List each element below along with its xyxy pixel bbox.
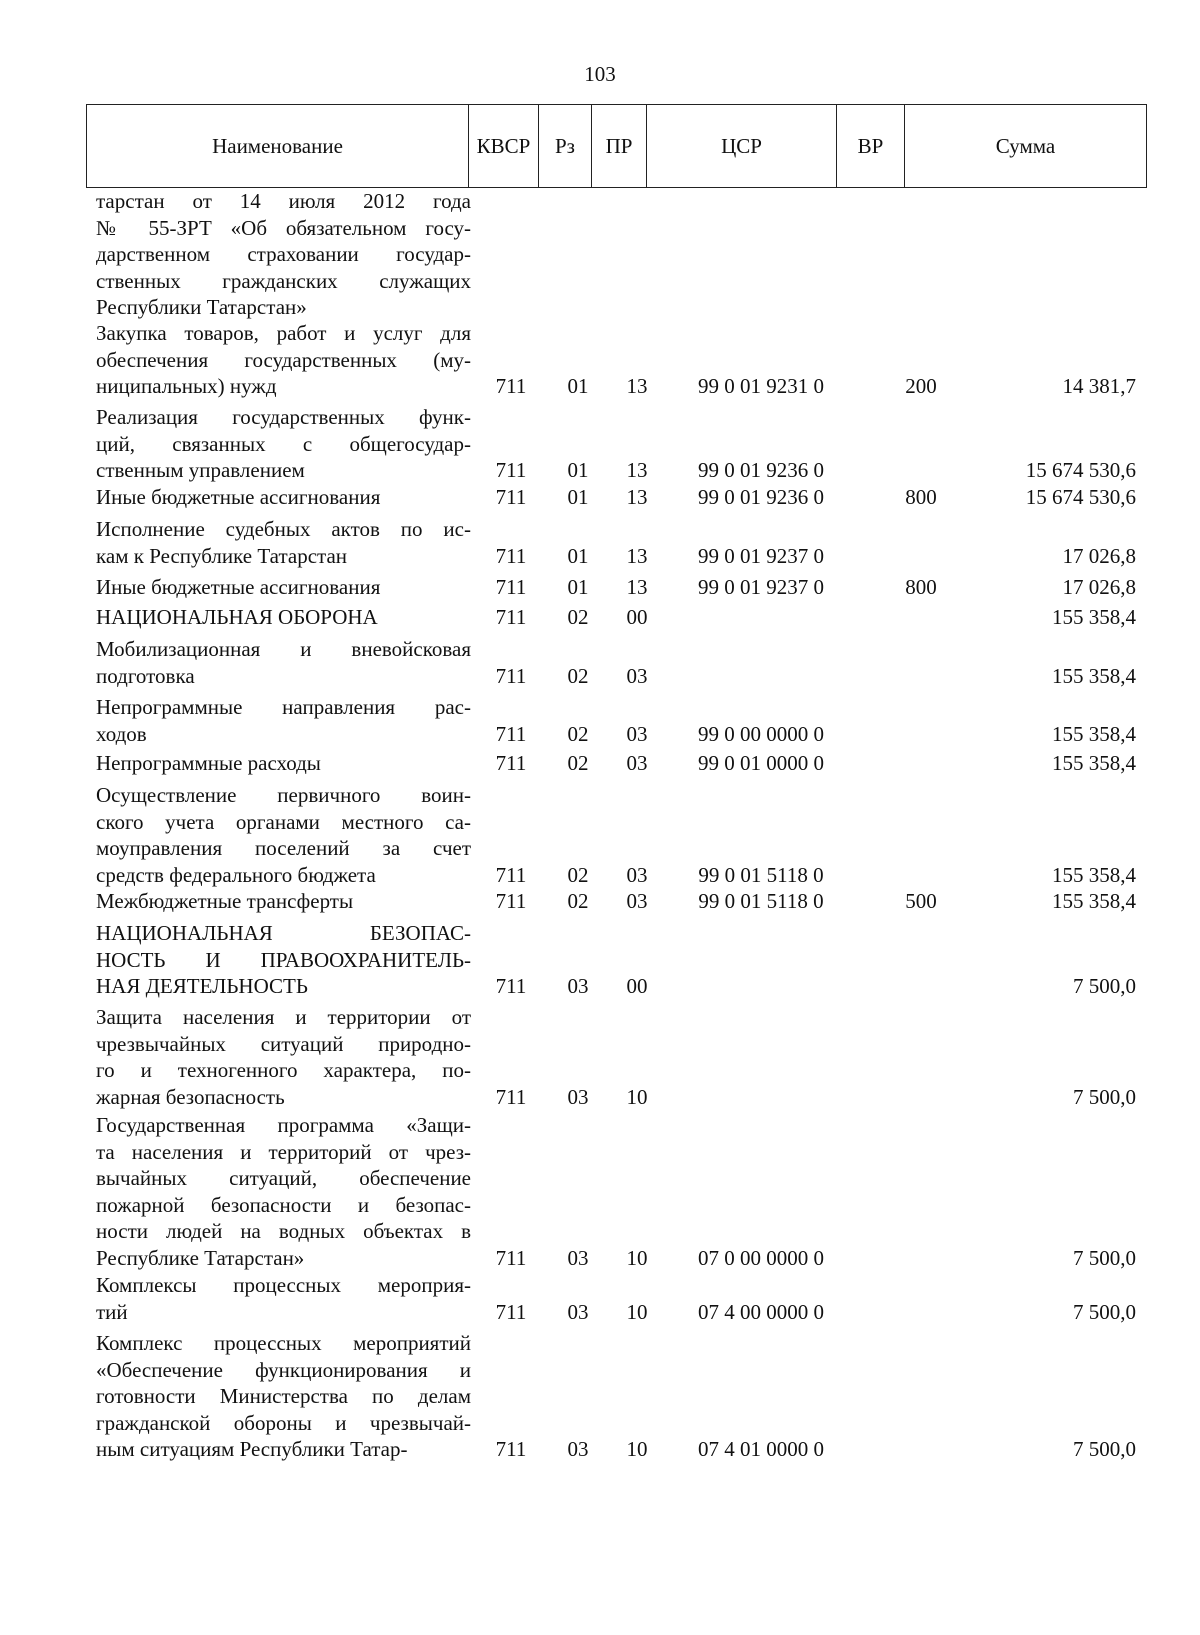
header-rz: Рз (539, 105, 592, 188)
row-name-line: Иные бюджетные ассигнования (96, 575, 381, 599)
row-pr: 13 (626, 458, 648, 482)
row-name-line: Республики Татарстан» (96, 295, 307, 319)
row-rz: 03 (567, 974, 589, 998)
row-name (96, 516, 471, 569)
row-kvsr: 711 (495, 1245, 527, 1270)
row-kvsr: 711 (495, 889, 527, 913)
row-rz: 02 (567, 663, 589, 688)
row-name-line: НАЯ ДЕЯТЕЛЬНОСТЬ (96, 974, 308, 998)
row-pr: 03 (626, 663, 648, 688)
row-name (96, 484, 471, 511)
table-row (86, 320, 1146, 400)
row-rz: 02 (567, 721, 589, 746)
row-name-line: Закупка товаров, работ и услуг для (96, 321, 471, 345)
row-name-line: «Обеспечение функционирования и (96, 1357, 471, 1382)
row-name-line: НАЦИОНАЛЬНАЯ ОБОРОНА (96, 605, 378, 629)
row-rz: 02 (567, 862, 589, 887)
row-name-line: Межбюджетные трансферты (96, 889, 354, 913)
row-sum: 7 500,0 (1073, 1299, 1136, 1324)
row-name (96, 574, 471, 601)
row-name (96, 636, 471, 689)
row-name-line: вычайных ситуаций, обеспечение (96, 1166, 471, 1190)
table-row (86, 516, 1146, 569)
row-name (96, 750, 471, 777)
row-kvsr: 711 (495, 721, 527, 746)
row-csr: 99 0 01 9237 0 (698, 575, 824, 599)
row-csr: 07 4 00 0000 0 (698, 1299, 824, 1324)
row-rz: 01 (567, 485, 589, 509)
row-sum: 7 500,0 (1073, 1245, 1136, 1270)
row-name-line: ности людей на водных объектах в (96, 1219, 471, 1243)
row-pr: 10 (626, 1437, 648, 1461)
row-name-line: Осуществление первичного воин- (96, 783, 471, 807)
row-kvsr: 711 (495, 458, 527, 482)
row-name-line: моуправления поселений за счет (96, 836, 471, 860)
row-pr: 13 (626, 543, 648, 568)
table-row (86, 1004, 1146, 1110)
row-pr: 13 (626, 374, 648, 398)
row-name (96, 188, 471, 321)
row-name-line: ходов (96, 721, 147, 746)
table-row (86, 604, 1146, 631)
row-name-line: подготовка (96, 663, 195, 688)
row-name (96, 404, 471, 484)
row-sum: 155 358,4 (1052, 721, 1136, 746)
row-csr: 99 0 01 0000 0 (698, 751, 824, 775)
row-name-line: обеспечения государственных (му- (96, 347, 471, 372)
row-pr: 13 (626, 485, 648, 509)
row-rz: 01 (567, 374, 589, 398)
table-row (86, 484, 1146, 511)
row-pr: 03 (626, 721, 648, 746)
row-csr: 99 0 00 0000 0 (698, 721, 824, 746)
header-pr: ПР (592, 105, 647, 188)
row-vr: 200 (905, 374, 937, 398)
page-number: 103 (584, 62, 616, 86)
row-pr: 13 (626, 575, 648, 599)
row-kvsr: 711 (495, 751, 527, 775)
row-name-line: чрезвычайных ситуаций природно- (96, 1031, 471, 1056)
row-name (96, 694, 471, 747)
row-name-line: пожарной безопасности и безопас- (96, 1192, 471, 1217)
row-sum: 7 500,0 (1073, 974, 1136, 998)
row-sum: 15 674 530,6 (1025, 485, 1136, 509)
row-rz: 01 (567, 458, 589, 482)
row-kvsr: 711 (495, 974, 527, 998)
row-kvsr: 711 (495, 1437, 527, 1461)
row-sum: 7 500,0 (1073, 1437, 1136, 1461)
row-pr: 10 (626, 1245, 648, 1270)
row-kvsr: 711 (495, 575, 527, 599)
row-name-line: ского учета органами местного са- (96, 809, 471, 834)
row-name-line: тарстан от 14 июля 2012 года (96, 189, 471, 213)
row-pr: 00 (626, 605, 648, 629)
row-kvsr: 711 (495, 374, 527, 398)
row-name-line: тий (96, 1299, 128, 1324)
row-sum: 17 026,8 (1062, 575, 1136, 599)
row-sum: 155 358,4 (1052, 663, 1136, 688)
row-csr: 07 0 00 0000 0 (698, 1245, 824, 1270)
row-name-line: НАЦИОНАЛЬНАЯ БЕЗОПАС- (96, 921, 471, 945)
row-rz: 02 (567, 889, 589, 913)
row-name-line: Защита населения и территории от (96, 1005, 471, 1029)
row-name-line: НОСТЬ И ПРАВООХРАНИТЕЛЬ- (96, 947, 471, 972)
row-kvsr: 711 (495, 485, 527, 509)
row-rz: 03 (567, 1437, 589, 1461)
row-vr: 800 (905, 485, 937, 509)
table-row (86, 1272, 1146, 1325)
row-name-line: ций, связанных с общегосудар- (96, 431, 471, 456)
row-sum: 14 381,7 (1062, 374, 1136, 398)
row-vr: 800 (905, 575, 937, 599)
row-name-line: дарственном страховании государ- (96, 242, 471, 266)
row-rz: 03 (567, 1299, 589, 1324)
row-pr: 10 (626, 1084, 648, 1109)
row-rz: 01 (567, 575, 589, 599)
header-sum: Сумма (905, 105, 1147, 188)
row-rz: 02 (567, 605, 589, 629)
row-name (96, 782, 471, 888)
row-name (96, 1272, 471, 1325)
header-vr: ВР (837, 105, 905, 188)
table-row (86, 920, 1146, 1000)
row-name (96, 1004, 471, 1110)
row-name-line: Непрограммные расходы (96, 751, 321, 775)
row-name-line: Реализация государственных функ- (96, 405, 471, 429)
row-sum: 15 674 530,6 (1025, 458, 1136, 482)
row-rz: 03 (567, 1245, 589, 1270)
row-name-line: Комплексы процессных мероприя- (96, 1273, 471, 1297)
row-rz: 01 (567, 543, 589, 568)
row-pr: 10 (626, 1299, 648, 1324)
row-name-line: № 55-ЗРТ «Об обязательном госу- (96, 215, 471, 240)
row-name (96, 1330, 471, 1463)
row-pr: 00 (626, 974, 648, 998)
row-kvsr: 711 (495, 605, 527, 629)
row-sum: 155 358,4 (1052, 862, 1136, 887)
table-header (86, 104, 1147, 188)
row-sum: 7 500,0 (1073, 1084, 1136, 1109)
table-row (86, 1112, 1146, 1271)
table-row (86, 404, 1146, 484)
row-sum: 155 358,4 (1052, 751, 1136, 775)
row-rz: 03 (567, 1084, 589, 1109)
row-sum: 155 358,4 (1052, 605, 1136, 629)
row-kvsr: 711 (495, 862, 527, 887)
row-kvsr: 711 (495, 663, 527, 688)
row-csr: 99 0 01 5118 0 (698, 862, 824, 887)
row-pr: 03 (626, 889, 648, 913)
header-name: Наименование (87, 105, 469, 188)
table-row (86, 694, 1146, 747)
row-pr: 03 (626, 751, 648, 775)
row-name (96, 888, 471, 915)
row-kvsr: 711 (495, 1299, 527, 1324)
row-sum: 155 358,4 (1052, 889, 1136, 913)
row-name-line: Исполнение судебных актов по ис- (96, 517, 471, 541)
table-row (86, 750, 1146, 777)
row-csr: 99 0 01 9236 0 (698, 458, 824, 482)
row-name-line: Непрограммные направления рас- (96, 695, 471, 719)
row-name-line: кам к Республике Татарстан (96, 543, 348, 568)
row-pr: 03 (626, 862, 648, 887)
row-name-line: ственных гражданских служащих (96, 268, 471, 293)
row-name-line: та населения и территорий от чрез- (96, 1139, 471, 1164)
table-row (86, 636, 1146, 689)
row-csr: 99 0 01 9236 0 (698, 485, 824, 509)
table-row (86, 574, 1146, 601)
row-name-line: ственным управлением (96, 458, 305, 482)
row-name-line: ниципальных) нужд (96, 374, 277, 398)
row-sum: 17 026,8 (1062, 543, 1136, 568)
row-csr: 99 0 01 9237 0 (698, 543, 824, 568)
row-kvsr: 711 (495, 543, 527, 568)
row-name-line: го и техногенного характера, по- (96, 1058, 471, 1082)
table-row (86, 888, 1146, 915)
table-row (86, 188, 1146, 321)
row-name-line: Мобилизационная и вневойсковая (96, 637, 471, 661)
row-name (96, 320, 471, 400)
row-name-line: готовности Министерства по делам (96, 1384, 471, 1408)
row-rz: 02 (567, 751, 589, 775)
row-name (96, 604, 471, 631)
row-name-line: жарная безопасность (96, 1084, 285, 1109)
row-name-line: Республике Татарстан» (96, 1245, 305, 1270)
row-name (96, 1112, 471, 1271)
table-row (86, 782, 1146, 888)
row-csr: 99 0 01 5118 0 (698, 889, 824, 913)
table-row (86, 1330, 1146, 1463)
row-name (96, 920, 471, 1000)
row-csr: 99 0 01 9231 0 (698, 374, 824, 398)
row-name-line: гражданской обороны и чрезвычай- (96, 1410, 471, 1435)
header-csr: ЦСР (647, 105, 837, 188)
row-vr: 500 (905, 889, 937, 913)
row-name-line: Иные бюджетные ассигнования (96, 485, 381, 509)
row-kvsr: 711 (495, 1084, 527, 1109)
row-name-line: ным ситуациям Республики Татар- (96, 1437, 408, 1461)
row-name-line: Государственная программа «Защи- (96, 1113, 471, 1137)
row-name-line: Комплекс процессных мероприятий (96, 1331, 471, 1355)
row-name-line: средств федерального бюджета (96, 862, 376, 887)
row-csr: 07 4 01 0000 0 (698, 1437, 824, 1461)
header-kvsr: КВСР (469, 105, 539, 188)
